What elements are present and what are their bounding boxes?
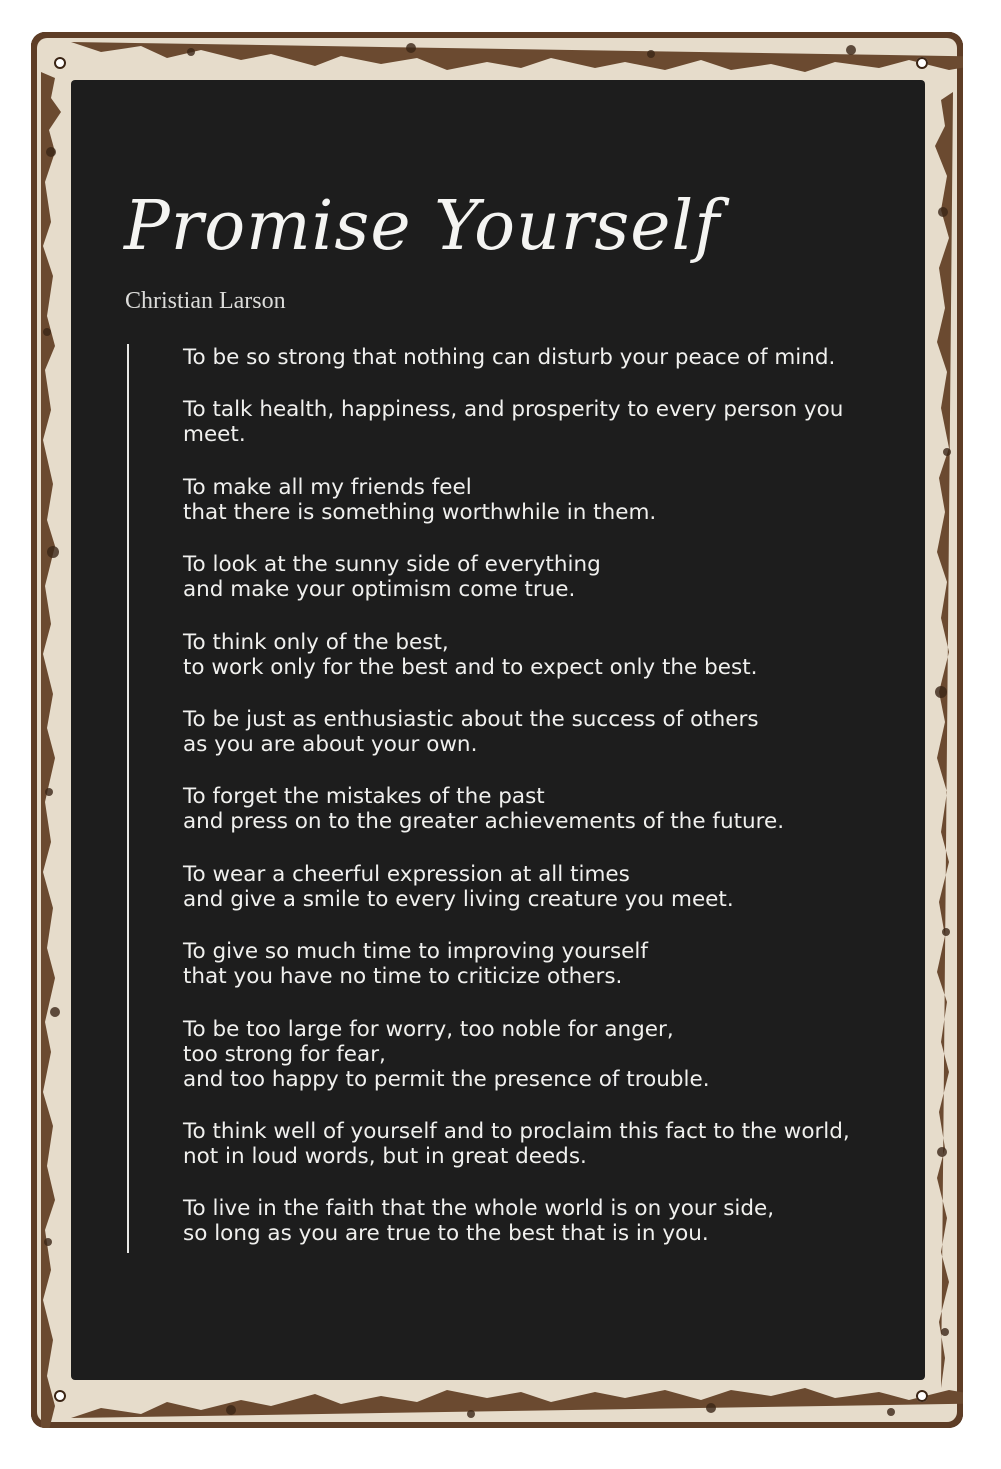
poem-line: and press on to the greater achievements of the future. — [183, 809, 785, 835]
poem-stanza — [183, 1119, 903, 1169]
poem-line: and give a smile to every living creature you meet. — [183, 886, 734, 912]
poem-stanza — [183, 939, 903, 989]
poem-stanza — [183, 552, 903, 602]
poem-stanza — [183, 630, 903, 680]
poem-line: To talk health, happiness, and prosperity to every person you — [183, 397, 844, 423]
mounting-hole-bottom-right — [916, 1390, 928, 1402]
poem-stanza — [183, 707, 903, 757]
mounting-hole-top-left — [54, 57, 66, 69]
poem-line: To be just as enthusiastic about the success of others — [183, 706, 759, 732]
poem-line: that there is something worthwhile in them. — [183, 499, 657, 525]
poem-stanza — [183, 345, 903, 370]
poem-line: To look at the sunny side of everything — [183, 552, 601, 578]
poem-line: To live in the faith that the whole world is on your side, — [183, 1196, 775, 1222]
poem-line: To be too large for worry, too noble for anger, — [183, 1016, 674, 1042]
poem-stanza — [183, 1017, 903, 1092]
sign-title: Promise Yourself — [124, 187, 721, 266]
poem-line: too strong for fear, — [183, 1041, 386, 1067]
vertical-rule — [127, 344, 129, 1253]
poem-line: To forget the mistakes of the past — [183, 784, 545, 810]
sign-author: Christian Larson — [125, 288, 286, 314]
poem-line: To wear a cheerful expression at all times — [183, 861, 630, 887]
poem-line: and too happy to permit the presence of trouble. — [183, 1066, 710, 1092]
poem-stanza — [183, 784, 903, 834]
poem-line: To be so strong that nothing can disturb your peace of mind. — [183, 345, 836, 370]
poem-line: that you have no time to criticize others. — [183, 964, 623, 990]
poem-line: to work only for the best and to expect only the best. — [183, 654, 758, 680]
poem-line: and make your optimism come true. — [183, 577, 576, 603]
poem-line: To make all my friends feel — [183, 474, 472, 500]
poem-line: not in loud words, but in great deeds. — [183, 1143, 587, 1169]
poem-line: meet. — [183, 422, 246, 448]
poem-line: To give so much time to improving yourself — [183, 939, 648, 965]
mounting-hole-bottom-left — [54, 1390, 66, 1402]
poem-stanza — [183, 1196, 903, 1246]
poem-stanza — [183, 397, 903, 447]
poem-line: as you are about your own. — [183, 731, 478, 757]
poem-line: To think only of the best, — [183, 629, 449, 655]
poem-stanza — [183, 862, 903, 912]
poem-line: To think well of yourself and to proclaim this fact to the world, — [183, 1118, 850, 1144]
poem-stanza — [183, 475, 903, 525]
mounting-hole-top-right — [916, 57, 928, 69]
poem-stanzas — [183, 345, 903, 1274]
poem-line: so long as you are true to the best that is in you. — [183, 1221, 709, 1247]
